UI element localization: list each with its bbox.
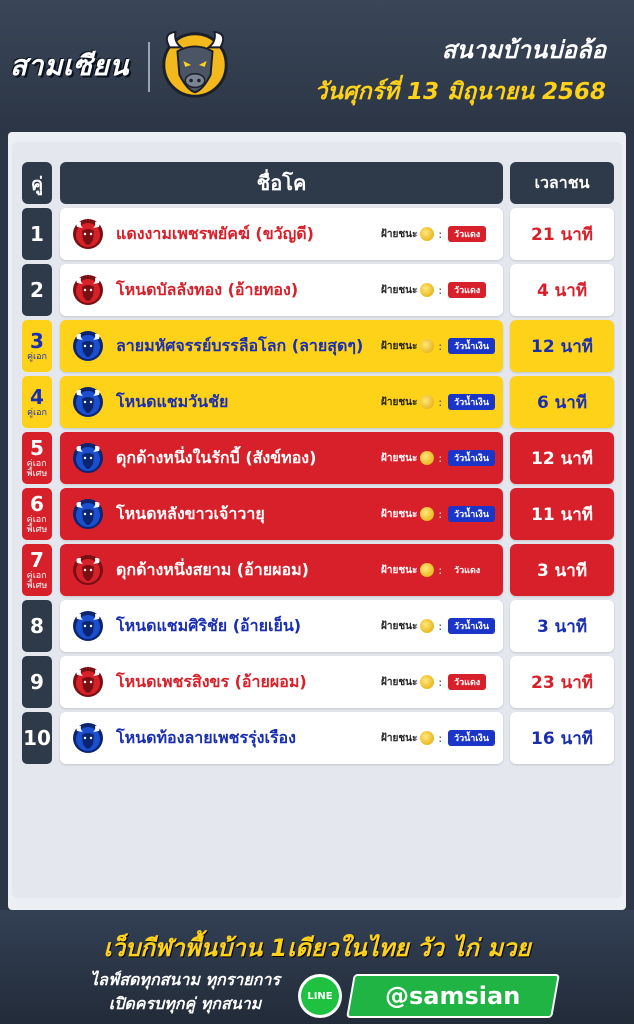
header bbox=[0, 0, 634, 132]
table-row bbox=[0, 208, 634, 260]
blue-bull-icon bbox=[72, 610, 104, 642]
winner-label: ฝ้ายชนะ bbox=[381, 452, 418, 464]
header-col-name: ชื่อโค bbox=[60, 162, 503, 204]
winner-label: ฝ้ายชนะ bbox=[381, 732, 418, 744]
pair-tag: คู่เอก พิเศษ bbox=[26, 459, 48, 479]
winner-separator: : bbox=[438, 507, 443, 521]
blue-bull-icon bbox=[72, 498, 104, 530]
winner-separator: : bbox=[438, 675, 443, 689]
pair-number-cell bbox=[22, 712, 52, 764]
pair-number-cell bbox=[22, 208, 52, 260]
winner-separator: : bbox=[438, 619, 443, 633]
fight-time: 21 นาที bbox=[510, 208, 614, 260]
fighter-cell bbox=[60, 656, 503, 708]
winner-separator: : bbox=[438, 731, 443, 745]
venue-title: สนามบ้านบ่อล้อ bbox=[441, 36, 606, 64]
winner-badge: วัวน้ำเงิน bbox=[448, 506, 495, 522]
header-col-pair: คู่ bbox=[22, 162, 52, 204]
table-row bbox=[0, 712, 634, 764]
bull-name: แดงงามเพชรพยัคฆ์ (ขวัญดี) bbox=[116, 223, 314, 243]
fight-time: 3 นาที bbox=[510, 600, 614, 652]
winner-separator: : bbox=[438, 451, 443, 465]
bull-name: โหนดแชมวันชัย bbox=[116, 391, 229, 411]
fighter-cell bbox=[60, 320, 503, 372]
bull-name: ลายมหัศจรรย์บรรลือโลก (ลายสุดๆ) bbox=[116, 335, 364, 355]
pair-number-cell bbox=[22, 544, 52, 596]
fight-time: 4 นาที bbox=[510, 264, 614, 316]
fight-time: 11 นาที bbox=[510, 488, 614, 540]
pair-number: 4 bbox=[30, 385, 44, 409]
winner-label: ฝ้ายชนะ bbox=[381, 676, 418, 688]
winner-badge: วัวน้ำเงิน bbox=[448, 618, 495, 634]
bull-name: โหนดหลังขาวเจ้าวายุ bbox=[116, 503, 265, 523]
winner-label: ฝ้ายชนะ bbox=[381, 284, 418, 296]
line-handle-button[interactable] bbox=[346, 974, 560, 1018]
winner-separator: : bbox=[438, 283, 443, 297]
pair-tag: คู่เอก bbox=[27, 408, 47, 418]
table-row bbox=[0, 656, 634, 708]
winner-badge: วัวแดง bbox=[448, 226, 486, 242]
fighter-cell bbox=[60, 600, 503, 652]
coin-icon bbox=[420, 563, 434, 577]
coin-icon bbox=[420, 675, 434, 689]
pair-number-cell bbox=[22, 432, 52, 484]
winner-badge: วัวน้ำเงิน bbox=[448, 394, 495, 410]
red-bull-icon bbox=[72, 218, 104, 250]
winner-badge: วัวแดง bbox=[448, 562, 486, 578]
line-handle-text: @samsian bbox=[385, 982, 521, 1010]
pair-number-cell bbox=[22, 656, 52, 708]
line-app-icon[interactable] bbox=[298, 974, 342, 1018]
fighter-cell bbox=[60, 208, 503, 260]
winner-label: ฝ้ายชนะ bbox=[381, 564, 418, 576]
pair-number: 5 bbox=[30, 436, 44, 460]
bull-name: ดุกด้างหนึ่งสยาม (อ้ายผอม) bbox=[116, 559, 309, 579]
blue-bull-icon bbox=[72, 722, 104, 754]
pair-number: 9 bbox=[30, 670, 44, 694]
table-row bbox=[0, 488, 634, 540]
brand-logo-text: สามเซียน bbox=[10, 49, 129, 82]
pair-number: 2 bbox=[30, 278, 44, 302]
fighter-cell bbox=[60, 712, 503, 764]
pair-number: 7 bbox=[30, 548, 44, 572]
table-row bbox=[0, 544, 634, 596]
winner-label: ฝ้ายชนะ bbox=[381, 340, 418, 352]
fight-time: 3 นาที bbox=[510, 544, 614, 596]
coin-icon bbox=[420, 619, 434, 633]
blue-bull-icon bbox=[72, 442, 104, 474]
pair-number: 8 bbox=[30, 614, 44, 638]
fight-time: 16 นาที bbox=[510, 712, 614, 764]
event-date: วันศุกร์ที่ 13 มิถุนายน 2568 bbox=[314, 79, 606, 105]
bull-name: ดุกด้างหนึ่งในรักบี้ (สังข์ทอง) bbox=[116, 447, 317, 467]
brand-divider bbox=[148, 42, 150, 92]
pair-tag: คู่เอก พิเศษ bbox=[26, 515, 48, 535]
winner-badge: วัวน้ำเงิน bbox=[448, 338, 495, 354]
fighter-cell bbox=[60, 488, 503, 540]
coin-icon bbox=[420, 395, 434, 409]
footer-tagline: เว็บกีฬาพื้นบ้าน 1เดียวในไทย วัว ไก่ มวย bbox=[103, 934, 531, 962]
table-row bbox=[0, 600, 634, 652]
bull-name: โหนดเพชรสิงขร (อ้ายผอม) bbox=[116, 671, 307, 691]
winner-separator: : bbox=[438, 227, 443, 241]
pair-number-cell bbox=[22, 488, 52, 540]
bull-name: โหนดแชมศิริชัย (อ้ายเย็น) bbox=[116, 615, 302, 635]
red-bull-icon bbox=[72, 554, 104, 586]
pair-number: 10 bbox=[23, 726, 51, 750]
pair-number-cell bbox=[22, 320, 52, 372]
pair-tag: คู่เอก พิเศษ bbox=[26, 571, 48, 591]
coin-icon bbox=[420, 227, 434, 241]
fight-time: 12 นาที bbox=[510, 432, 614, 484]
fight-time: 6 นาที bbox=[510, 376, 614, 428]
bull-name: โหนดบัลลังทอง (อ้ายทอง) bbox=[116, 279, 299, 299]
fighter-cell bbox=[60, 376, 503, 428]
pair-number: 3 bbox=[30, 329, 44, 353]
footer bbox=[0, 910, 634, 1024]
winner-label: ฝ้ายชนะ bbox=[381, 620, 418, 632]
winner-label: ฝ้ายชนะ bbox=[381, 508, 418, 520]
winner-label: ฝ้ายชนะ bbox=[381, 396, 418, 408]
pair-tag: คู่เอก bbox=[27, 352, 47, 362]
winner-separator: : bbox=[438, 339, 443, 353]
pair-number-cell bbox=[22, 264, 52, 316]
footer-line-2: เปิดครบทุกคู่ ทุกสนาม bbox=[108, 994, 262, 1013]
table-row bbox=[0, 264, 634, 316]
coin-icon bbox=[420, 451, 434, 465]
blue-bull-icon bbox=[72, 330, 104, 362]
line-icon-label: LINE bbox=[301, 977, 339, 1015]
red-bull-icon bbox=[72, 274, 104, 306]
bull-mascot-logo bbox=[156, 24, 234, 102]
footer-line-1: ไลฟ์สดทุกสนาม ทุกรายการ bbox=[90, 970, 280, 989]
pair-number-cell bbox=[22, 600, 52, 652]
winner-separator: : bbox=[438, 395, 443, 409]
red-bull-icon bbox=[72, 666, 104, 698]
blue-bull-icon bbox=[72, 386, 104, 418]
header-col-time: เวลาชน bbox=[510, 162, 614, 204]
winner-badge: วัวน้ำเงิน bbox=[448, 450, 495, 466]
coin-icon bbox=[420, 731, 434, 745]
fighter-cell bbox=[60, 544, 503, 596]
fight-time: 23 นาที bbox=[510, 656, 614, 708]
fight-time: 12 นาที bbox=[510, 320, 614, 372]
table-row bbox=[0, 376, 634, 428]
fighter-cell bbox=[60, 264, 503, 316]
coin-icon bbox=[420, 339, 434, 353]
table-row bbox=[0, 432, 634, 484]
bull-name: โหนดท้องลายเพชรรุ่งเรือง bbox=[116, 727, 296, 747]
pair-number: 6 bbox=[30, 492, 44, 516]
pair-number: 1 bbox=[30, 222, 44, 246]
winner-separator: : bbox=[438, 563, 443, 577]
fighter-cell bbox=[60, 432, 503, 484]
coin-icon bbox=[420, 283, 434, 297]
winner-badge: วัวน้ำเงิน bbox=[448, 730, 495, 746]
winner-badge: วัวแดง bbox=[448, 282, 486, 298]
winner-label: ฝ้ายชนะ bbox=[381, 228, 418, 240]
coin-icon bbox=[420, 507, 434, 521]
table-row bbox=[0, 320, 634, 372]
pair-number-cell bbox=[22, 376, 52, 428]
winner-badge: วัวแดง bbox=[448, 674, 486, 690]
